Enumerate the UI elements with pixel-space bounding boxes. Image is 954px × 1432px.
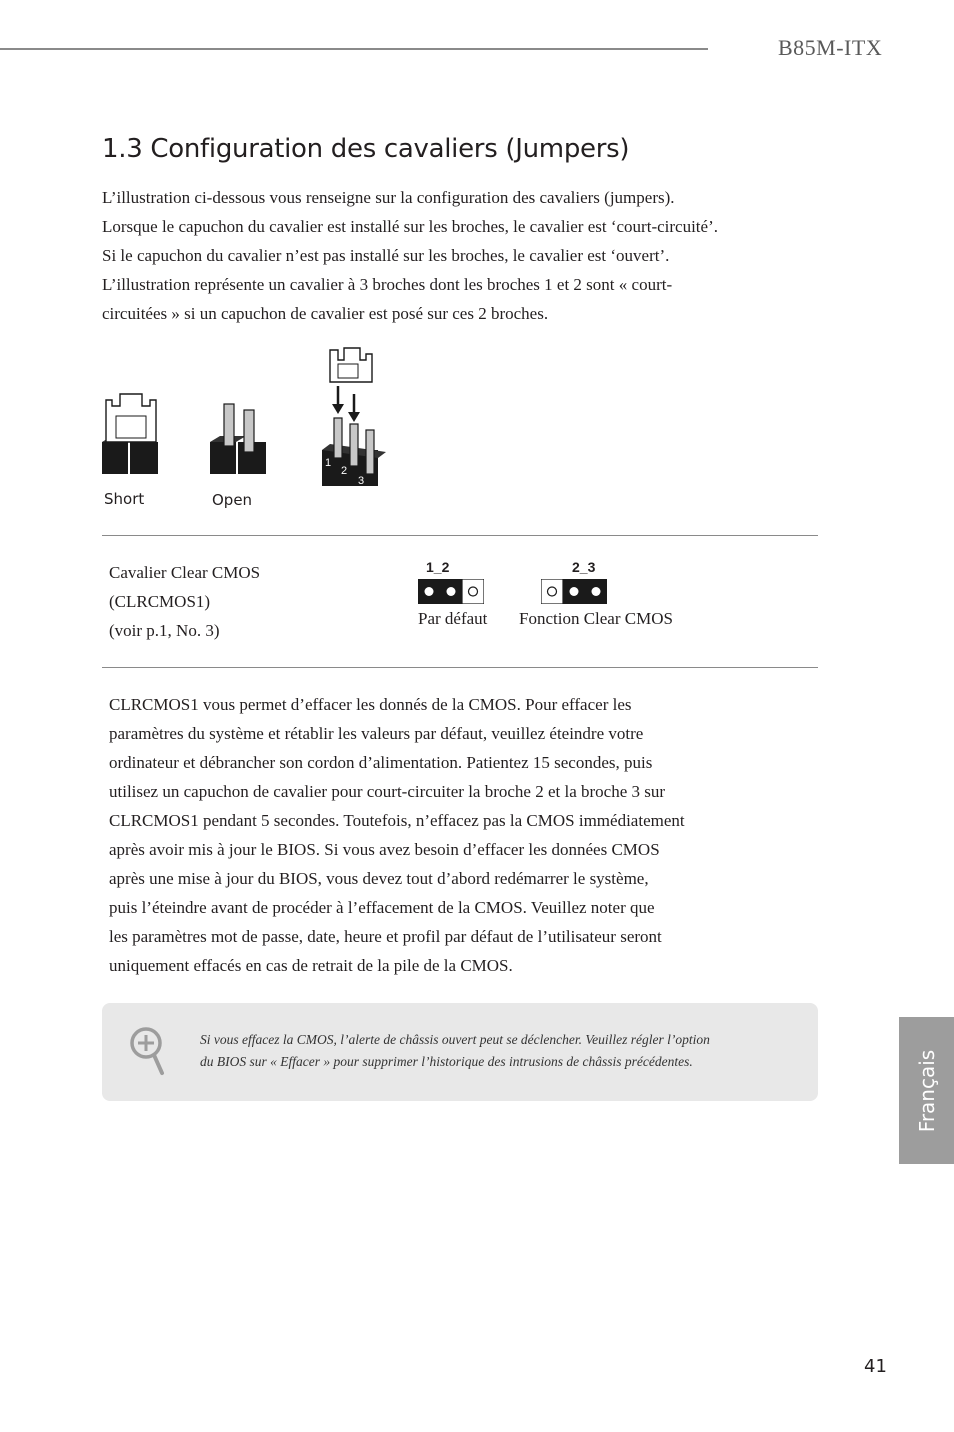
body-paragraph [109,690,789,980]
pins-1-2-label: 1_2 [426,559,450,575]
jumper-name [109,558,260,645]
note-line: Si vous effacez la CMOS, l’alerte de châssis ouvert peut se déclencher. Veuillez régler l’option [200,1032,710,1047]
pin-number: 1 [325,457,332,469]
pins-1-2-icon [418,579,484,604]
note-line: du BIOS sur « Effacer » pour supprimer l’historique des intrusions de châssis précédentes. [200,1054,693,1069]
open-jumper-icon [210,404,266,474]
short-jumper-icon [102,394,158,474]
body-line: CLRCMOS1 vous permet d’effacer les donnés de la CMOS. Pour effacer les [109,695,632,714]
language-tab [899,1017,954,1164]
jumper-name-line: Cavalier Clear CMOS [109,563,261,582]
pin-number: 2 [341,465,348,477]
jumper-name-line: (voir p.1, No. 3) [109,621,220,640]
body-line: uniquement effacés en cas de retrait de la pile de la CMOS. [109,956,513,975]
body-line: CLRCMOS1 pendant 5 secondes. Toutefois, n’effacez pas la CMOS immédiatement [109,811,685,830]
note-box [102,1003,818,1101]
magnifier-plus-icon [128,1025,168,1079]
body-line: paramètres du système et rétablir les valeurs par défaut, veuillez éteindre votre [109,724,644,743]
three-pin-jumper-icon [322,348,386,487]
intro-line: L’illustration représente un cavalier à 3 broches dont les broches 1 et 2 sont « court- [102,275,673,294]
body-line: les paramètres mot de passe, date, heure et profil par défaut de l’utilisateur seront [109,927,662,946]
section-title: 1.3 Configuration des cavaliers (Jumpers) [102,134,630,164]
body-line: ordinateur et débrancher son cordon d’alimentation. Patientez 15 secondes, puis [109,753,653,772]
open-label: Open [212,491,253,509]
intro-line: Lorsque le capuchon du cavalier est installé sur les broches, le cavalier est ‘court-circuité’. [102,217,718,236]
page-number: 41 [864,1356,887,1377]
table-top-rule [102,535,818,536]
body-line: puis l’éteindre avant de procéder à l’effacement de la CMOS. Veuillez noter que [109,898,655,917]
header-rule [0,48,708,50]
body-line: utilisez un capuchon de cavalier pour court-circuiter la broche 2 et la broche 3 sur [109,782,666,801]
pins-2-3-icon [541,579,607,604]
jumper-diagram [98,342,398,507]
intro-line: Si le capuchon du cavalier n’est pas installé sur les broches, le cavalier est ‘ouvert’. [102,246,670,265]
intro-line: L’illustration ci-dessous vous renseigne sur la configuration des cavaliers (jumpers). [102,188,675,207]
intro-paragraph [102,183,802,328]
jumper-illustration [98,342,398,512]
language-tab-label: Français [914,1049,939,1132]
intro-line: circuitées » si un capuchon de cavalier est posé sur ces 2 broches. [102,304,549,323]
body-line: après une mise à jour du BIOS, vous devez tout d’abord redémarrer le système, [109,869,649,888]
table-bottom-rule [102,667,818,668]
model-name: B85M-ITX [778,35,883,60]
pin-number: 3 [358,475,365,487]
default-caption: Par défaut [418,609,488,628]
pins-2-3-label: 2_3 [572,559,596,575]
clear-caption: Fonction Clear CMOS [519,609,673,628]
jumper-name-line: (CLRCMOS1) [109,592,211,611]
note-text [200,1029,780,1073]
body-line: après avoir mis à jour le BIOS. Si vous avez besoin d’effacer les données CMOS [109,840,660,859]
short-label: Short [104,490,145,508]
